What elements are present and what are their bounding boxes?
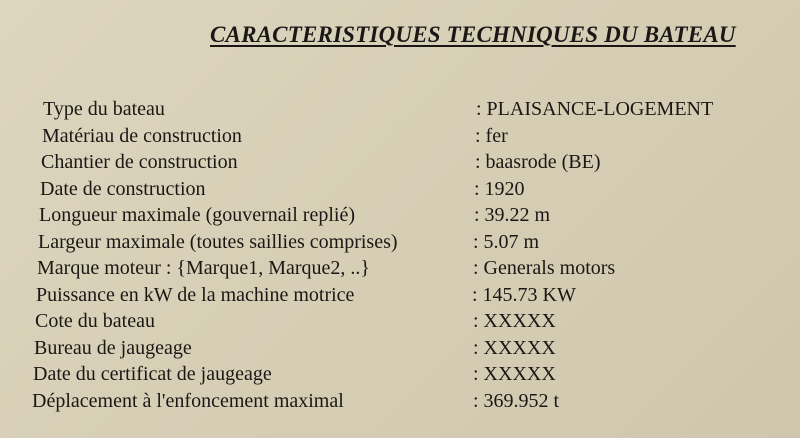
spec-list <box>0 96 800 426</box>
spec-label: Date du certificat de jaugeage <box>33 363 272 385</box>
spec-label: Longueur maximale (gouvernail replié) <box>39 204 355 226</box>
spec-label: Cote du bateau <box>35 310 155 332</box>
spec-value: : baasrode (BE) <box>475 151 601 173</box>
spec-label: Matériau de construction <box>42 124 242 147</box>
spec-row <box>0 361 800 388</box>
spec-row <box>0 149 800 176</box>
spec-row <box>0 282 800 309</box>
spec-value: : fer <box>475 124 508 147</box>
spec-row <box>0 229 800 256</box>
spec-value: : XXXXX <box>473 363 556 385</box>
spec-value: : XXXXX <box>473 310 556 332</box>
spec-value: : 369.952 t <box>473 389 560 412</box>
spec-label: Bureau de jaugeage <box>34 336 192 359</box>
spec-value: : PLAISANCE-LOGEMENT <box>476 98 714 120</box>
spec-label: Puissance en kW de la machine motrice <box>36 283 355 306</box>
spec-row <box>0 96 800 123</box>
spec-value: : Generals motors <box>473 257 616 279</box>
spec-row <box>0 255 800 282</box>
spec-row <box>0 335 800 362</box>
document-title: CARACTERISTIQUES TECHNIQUES DU BATEAU <box>210 22 736 47</box>
spec-row <box>0 202 800 229</box>
spec-value: : 145.73 KW <box>472 283 576 306</box>
spec-label: Marque moteur : {Marque1, Marque2, ..} <box>37 257 370 279</box>
spec-row <box>0 308 800 335</box>
spec-row <box>0 176 800 203</box>
spec-label: Type du bateau <box>43 98 165 120</box>
spec-label: Date de construction <box>40 177 206 200</box>
spec-label: Largeur maximale (toutes saillies comprises) <box>38 230 398 253</box>
spec-value: : 5.07 m <box>473 230 540 253</box>
spec-value: : XXXXX <box>473 336 556 359</box>
spec-label: Déplacement à l'enfoncement maximal <box>32 389 344 412</box>
spec-row <box>0 123 800 150</box>
spec-value: : 1920 <box>474 177 525 200</box>
spec-row <box>0 388 800 415</box>
spec-value: : 39.22 m <box>474 204 551 226</box>
spec-label: Chantier de construction <box>41 151 238 173</box>
